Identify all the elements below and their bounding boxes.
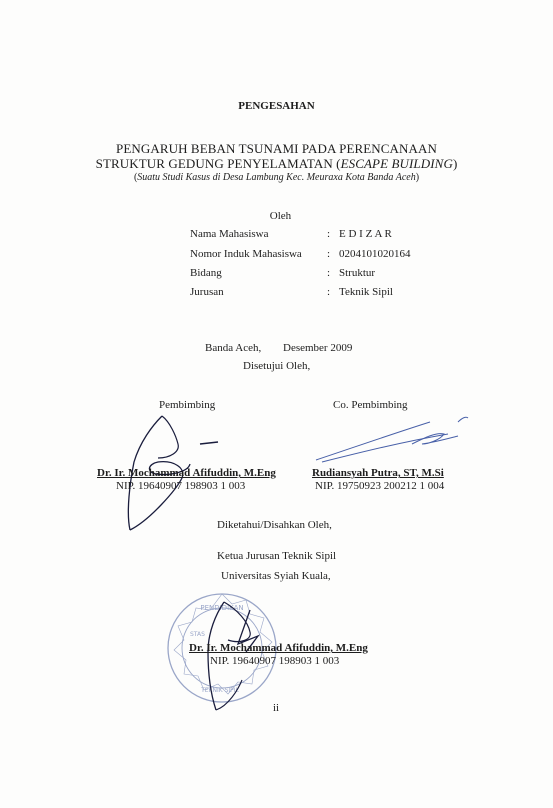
supervisor-role: Pembimbing <box>159 399 216 411</box>
acknowledged-label: Diketahui/Disahkan Oleh, <box>217 519 332 531</box>
svg-text:STAS: STAS <box>190 631 205 638</box>
svg-text:PENDIDIKAN: PENDIDIKAN <box>200 604 244 612</box>
supervisor-nip: NIP. 19640907 198903 1 003 <box>116 480 246 492</box>
thesis-title-line-1: PENGARUH BEBAN TSUNAMI PADA PERENCANAAN <box>116 141 437 156</box>
svg-text:TEKNIK SIPIL: TEKNIK SIPIL <box>201 687 239 694</box>
page-number: ii <box>273 702 280 714</box>
info-colon: : <box>327 286 331 298</box>
info-colon: : <box>327 228 331 240</box>
info-value-nim: 0204101020164 <box>339 248 411 260</box>
thesis-title-line-2: STRUKTUR GEDUNG PENYELAMATAN (ESCAPE BUILDING) <box>95 156 458 171</box>
co-supervisor-signature <box>312 408 472 468</box>
info-label-name: Nama Mahasiswa <box>190 228 269 240</box>
info-value-department: Teknik Sipil <box>339 286 393 298</box>
co-supervisor-nip: NIP. 19750923 200212 1 004 <box>315 480 445 492</box>
info-colon: : <box>327 267 331 279</box>
date-label: Desember 2009 <box>283 342 353 354</box>
info-label-nim: Nomor Induk Mahasiswa <box>190 248 302 260</box>
head-nip: NIP. 19640907 198903 1 003 <box>210 655 340 667</box>
approved-by-label: Disetujui Oleh, <box>243 360 311 372</box>
head-name: Dr. Ir. Mochammad Afifuddin, M.Eng <box>189 642 368 654</box>
place-label: Banda Aceh, <box>205 342 262 354</box>
info-value-field: Struktur <box>339 267 376 279</box>
info-label-field: Bidang <box>190 267 222 279</box>
co-supervisor-name: Rudiansyah Putra, ST, M.Si <box>312 467 444 479</box>
oleh-label: Oleh <box>269 210 292 222</box>
thesis-subtitle: (Suatu Studi Kasus di Desa Lambung Kec. Meuraxa Kota Banda Aceh) <box>133 172 420 183</box>
head-title: Ketua Jurusan Teknik Sipil <box>217 550 337 562</box>
page-heading: PENGESAHAN <box>238 100 315 112</box>
info-label-department: Jurusan <box>190 286 224 298</box>
info-value-name: E D I Z A R <box>339 228 392 240</box>
university-name: Universitas Syiah Kuala, <box>221 570 331 582</box>
supervisor-name: Dr. Ir. Mochammad Afifuddin, M.Eng <box>97 467 276 479</box>
info-colon: : <box>327 248 331 260</box>
co-supervisor-role: Co. Pembimbing <box>333 399 408 411</box>
